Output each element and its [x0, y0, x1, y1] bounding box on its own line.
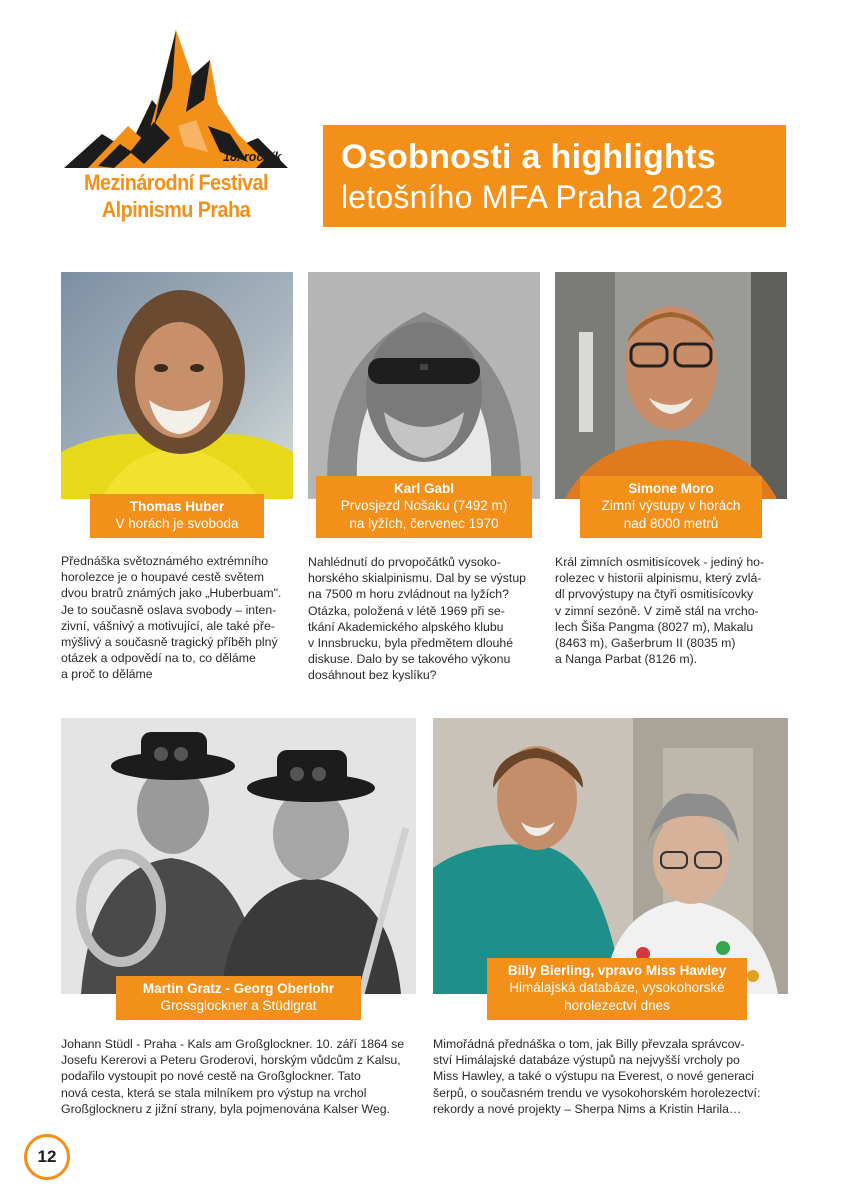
text-line: Großglockneru z jižní strany, byla pojmenována Kalser Weg.	[61, 1101, 390, 1116]
text-line: v Innsbrucku, byla předmětem dlouhé	[308, 636, 514, 651]
text-line: nová cesta, která se stala milníkem pro výstup na vrchol	[61, 1085, 367, 1100]
caption-subtitle: Prvosjezd Nošaku (7492 m)	[340, 498, 508, 514]
caption-thomas-huber	[90, 494, 264, 538]
description-simone-moro	[555, 554, 791, 667]
text-line: dl prvovýstupy na čtyři osmitisícovky	[555, 587, 754, 602]
text-line: otázek a odpovědí na to, co děláme	[61, 651, 256, 666]
logo-title-line2: Alpinismu Praha	[101, 197, 251, 222]
caption-subtitle: Grossglockner a Stüdlgrat	[160, 998, 317, 1014]
photo-karl-gabl	[308, 272, 540, 499]
text-line: Nahlédnutí do prvopočátků vysoko-	[308, 555, 501, 569]
caption-subtitle: V horách je svoboda	[115, 516, 239, 532]
text-line: podařilo vystoupit po nové cestě na Großglockner. Tato	[61, 1069, 361, 1084]
text-line: (8463 m), Gašerbrum II (8035 m)	[555, 636, 736, 651]
text-line: v zimní sezóně. V zimě stál na vrcho-	[555, 603, 759, 618]
caption-name: Thomas Huber	[129, 499, 225, 514]
text-line: na 7500 m horu zvládnout na lyžích?	[308, 587, 509, 602]
text-line: Přednáška světoznámého extrémního	[61, 554, 269, 568]
caption-subtitle: nad 8000 metrů	[623, 515, 719, 531]
text-line: ství Himálajské databáze výstupů na nejvyšší vrcholy po	[433, 1053, 740, 1068]
text-line: Josefu Kererovi a Peteru Groderovi, horským vůdcům z Kalsu,	[61, 1053, 401, 1068]
text-line: a proč to děláme	[61, 667, 153, 682]
photo-simone-moro	[555, 272, 787, 499]
text-line: diskuse. Dalo by se takového výkonu	[308, 652, 511, 667]
description-thomas-huber	[61, 553, 296, 683]
text-line: zivní, vášnivý a motivující, ale také pře-	[61, 618, 275, 633]
caption-subtitle: Himálajská databáze, vysokohorské	[509, 980, 725, 996]
text-line: Mimořádná přednáška o tom, jak Billy převzala správcov-	[433, 1037, 745, 1051]
text-line: Otázka, položená v létě 1969 při se-	[308, 603, 505, 618]
logo-title-line1: Mezinárodní Festival	[84, 170, 268, 195]
caption-subtitle: Zimní výstupy v horách	[601, 498, 741, 514]
caption-subtitle: horolezectví dnes	[564, 997, 670, 1013]
text-line: rekordy a nové projekty – Sherpa Nims a Kristin Harila…	[433, 1101, 742, 1116]
text-line: Miss Hawley, a také o výstupu na Everest, o nové generaci	[433, 1069, 755, 1084]
text-line: horolezce je o houpavé cestě světem	[61, 570, 265, 585]
photo-thomas-huber	[61, 272, 293, 499]
caption-gratz-oberlohr	[116, 976, 361, 1020]
caption-name: Karl Gabl	[393, 481, 455, 496]
text-line: šerpů, o současném trendu ve vysokohorském horolezectví:	[433, 1085, 761, 1100]
festival-logo	[58, 30, 294, 230]
text-line: horského skialpinismu. Dal by se výstup	[308, 571, 527, 586]
text-line: dosáhnout bez kyslíku?	[308, 668, 437, 683]
caption-billy-bierling	[487, 958, 747, 1020]
description-gratz-oberlohr	[61, 1036, 419, 1117]
page-number: 12	[24, 1134, 70, 1180]
page-title-box	[323, 125, 786, 227]
caption-name: Billy Bierling, vpravo Miss Hawley	[507, 963, 727, 978]
text-line: tkání Akademického alpského klubu	[308, 619, 504, 634]
caption-simone-moro	[580, 476, 762, 538]
text-line: Král zimních osmitisícovek - jediný ho-	[555, 555, 765, 569]
photo-billy-bierling-miss-hawley	[433, 718, 788, 994]
photo-martin-gratz-georg-oberlohr	[61, 718, 416, 994]
text-line: Je to současně oslava svobody – inten-	[61, 602, 277, 617]
caption-karl-gabl	[316, 476, 532, 538]
text-line: a Nanga Parbat (8126 m).	[555, 652, 698, 667]
text-line: lech Šiša Pangma (8027 m), Makalu	[555, 619, 754, 634]
description-billy-bierling	[433, 1036, 789, 1117]
caption-name: Simone Moro	[628, 481, 714, 496]
text-line: Johann Stüdl - Praha - Kals am Großglockner. 10. září 1864 se	[61, 1037, 405, 1051]
text-line: rolezec v historii alpinismu, který zvlá-	[555, 571, 762, 586]
logo-edition-label: 18. ročník	[223, 150, 282, 164]
text-line: mýšlivý a současně tragický příběh plný	[61, 635, 278, 650]
text-line: dvou bratrů známých jako „Huberbuam".	[61, 586, 282, 601]
description-karl-gabl	[308, 554, 544, 684]
caption-subtitle: na lyžích, červenec 1970	[349, 515, 499, 531]
page-subtitle: letošního MFA Praha 2023	[341, 179, 723, 215]
caption-name: Martin Gratz - Georg Oberlohr	[142, 981, 335, 996]
page-title: Osobnosti a highlights	[341, 138, 716, 176]
